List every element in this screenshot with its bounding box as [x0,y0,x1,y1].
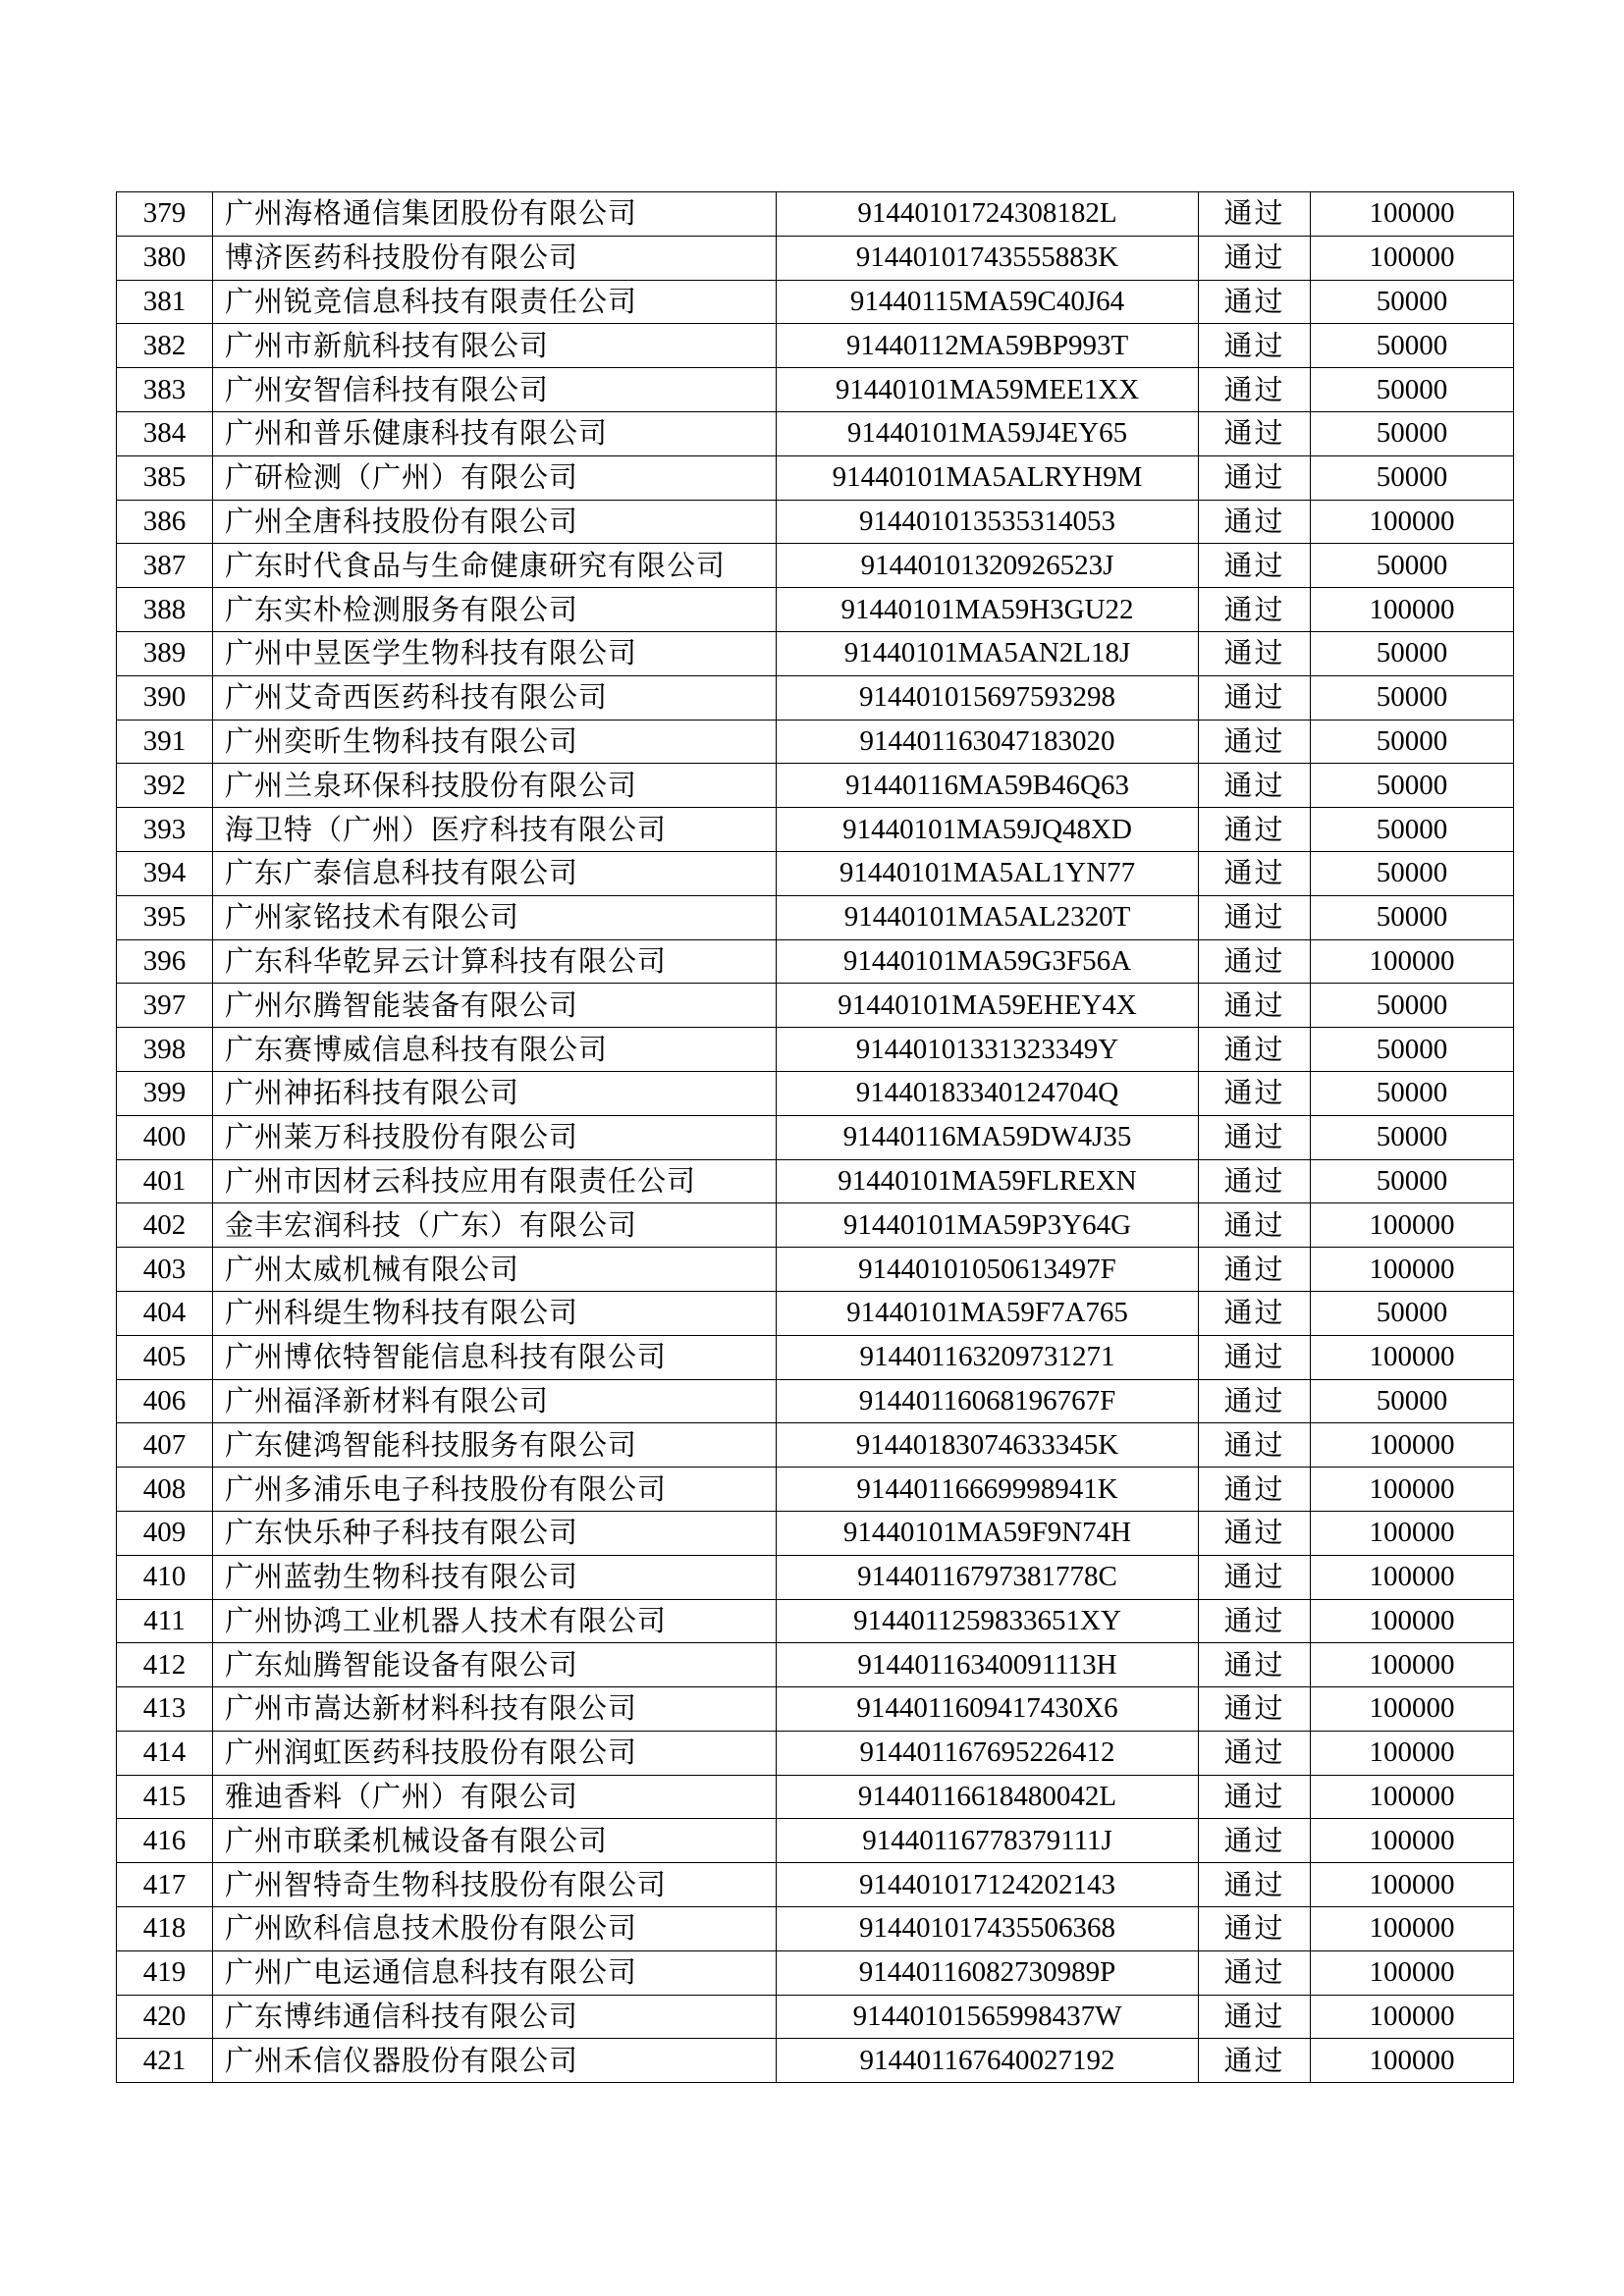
company-name: 广州蓝勃生物科技有限公司 [213,1555,777,1599]
table-row [117,588,1514,632]
funding-amount: 50000 [1311,895,1514,939]
table-row [117,1863,1514,1907]
funding-amount: 100000 [1311,1468,1514,1512]
table-row [117,895,1514,939]
review-result: 通过 [1199,1291,1311,1335]
funding-amount: 100000 [1311,1731,1514,1775]
credit-code: 91440101565998437W [777,1995,1199,2039]
credit-code: 91440101320926523J [777,544,1199,588]
row-number: 416 [117,1819,213,1863]
review-result: 通过 [1199,764,1311,808]
row-number: 420 [117,1995,213,2039]
credit-code: 914401017435506368 [777,1907,1199,1951]
table-row [117,1203,1514,1248]
credit-code: 91440101MA5ALRYH9M [777,455,1199,500]
table-row [117,1819,1514,1863]
review-result: 通过 [1199,1511,1311,1555]
credit-code: 91440116082730989P [777,1950,1199,1995]
funding-amount: 100000 [1311,1599,1514,1643]
row-number: 380 [117,236,213,280]
review-result: 通过 [1199,236,1311,280]
credit-code: 91440116MA59B46Q63 [777,764,1199,808]
review-result: 通过 [1199,1028,1311,1072]
table-row [117,1599,1514,1643]
review-result: 通过 [1199,1379,1311,1423]
funding-amount: 100000 [1311,1819,1514,1863]
credit-code: 914401163209731271 [777,1335,1199,1379]
table-row [117,1511,1514,1555]
review-result: 通过 [1199,1863,1311,1907]
credit-code: 9144011259833651XY [777,1599,1199,1643]
credit-code: 914401017124202143 [777,1863,1199,1907]
company-name: 广东时代食品与生命健康研究有限公司 [213,544,777,588]
review-result: 通过 [1199,1687,1311,1732]
row-number: 398 [117,1028,213,1072]
company-name: 博济医药科技股份有限公司 [213,236,777,280]
row-number: 409 [117,1511,213,1555]
review-result: 通过 [1199,1248,1311,1292]
credit-code: 91440116797381778C [777,1555,1199,1599]
company-name: 广州欧科信息技术股份有限公司 [213,1907,777,1951]
table-row [117,411,1514,455]
credit-code: 91440116MA59DW4J35 [777,1115,1199,1159]
review-result: 通过 [1199,1468,1311,1512]
review-result: 通过 [1199,1643,1311,1687]
funding-amount: 50000 [1311,455,1514,500]
table-row [117,1995,1514,2039]
review-result: 通过 [1199,895,1311,939]
credit-code: 91440101743555883K [777,236,1199,280]
row-number: 418 [117,1907,213,1951]
funding-amount: 50000 [1311,675,1514,720]
company-name: 广州艾奇西医药科技有限公司 [213,675,777,720]
company-name: 广东科华乾昇云计算科技有限公司 [213,939,777,984]
company-name: 广州福泽新材料有限公司 [213,1379,777,1423]
table-row [117,675,1514,720]
credit-code: 91440101MA59EHEY4X [777,984,1199,1028]
row-number: 399 [117,1071,213,1115]
funding-table [116,191,1514,2083]
table-row [117,1468,1514,1512]
credit-code: 914401013535314053 [777,500,1199,544]
credit-code: 91440116669998941K [777,1468,1199,1512]
row-number: 405 [117,1335,213,1379]
table-row [117,851,1514,895]
credit-code: 91440101MA59P3Y64G [777,1203,1199,1248]
row-number: 381 [117,280,213,324]
review-result: 通过 [1199,1423,1311,1468]
company-name: 广州博依特智能信息科技有限公司 [213,1335,777,1379]
funding-amount: 100000 [1311,1423,1514,1468]
credit-code: 91440101MA59FLREXN [777,1159,1199,1203]
credit-code: 91440115MA59C40J64 [777,280,1199,324]
table-row [117,1950,1514,1995]
table-row [117,1291,1514,1335]
credit-code: 91440101MA59F7A765 [777,1291,1199,1335]
review-result: 通过 [1199,984,1311,1028]
row-number: 393 [117,808,213,852]
review-result: 通过 [1199,631,1311,675]
row-number: 410 [117,1555,213,1599]
review-result: 通过 [1199,1995,1311,2039]
table-row [117,984,1514,1028]
company-name: 广州和普乐健康科技有限公司 [213,411,777,455]
funding-amount: 100000 [1311,236,1514,280]
funding-amount: 100000 [1311,1203,1514,1248]
review-result: 通过 [1199,1335,1311,1379]
company-name: 广州中昱医学生物科技有限公司 [213,631,777,675]
row-number: 383 [117,368,213,412]
credit-code: 91440116068196767F [777,1379,1199,1423]
table-row [117,1071,1514,1115]
funding-amount: 100000 [1311,1248,1514,1292]
review-result: 通过 [1199,368,1311,412]
funding-amount: 100000 [1311,192,1514,237]
review-result: 通过 [1199,1731,1311,1775]
funding-amount: 100000 [1311,1555,1514,1599]
company-name: 广州润虹医药科技股份有限公司 [213,1731,777,1775]
funding-amount: 50000 [1311,1071,1514,1115]
table-row [117,720,1514,764]
company-name: 广州神拓科技有限公司 [213,1071,777,1115]
row-number: 411 [117,1599,213,1643]
table-row [117,1379,1514,1423]
table-row [117,1028,1514,1072]
company-name: 广东实朴检测服务有限公司 [213,588,777,632]
review-result: 通过 [1199,1115,1311,1159]
funding-amount: 100000 [1311,1995,1514,2039]
review-result: 通过 [1199,675,1311,720]
company-name: 广州锐竞信息科技有限责任公司 [213,280,777,324]
funding-amount: 100000 [1311,1687,1514,1732]
table-row [117,631,1514,675]
row-number: 390 [117,675,213,720]
row-number: 394 [117,851,213,895]
company-name: 广州协鸿工业机器人技术有限公司 [213,1599,777,1643]
row-number: 384 [117,411,213,455]
review-result: 通过 [1199,1555,1311,1599]
credit-code: 91440101MA5AL1YN77 [777,851,1199,895]
company-name: 金丰宏润科技（广东）有限公司 [213,1203,777,1248]
review-result: 通过 [1199,411,1311,455]
funding-amount: 50000 [1311,631,1514,675]
credit-code: 91440101MA5AN2L18J [777,631,1199,675]
credit-code: 91440183340124704Q [777,1071,1199,1115]
funding-amount: 50000 [1311,280,1514,324]
company-name: 雅迪香料（广州）有限公司 [213,1775,777,1819]
review-result: 通过 [1199,1950,1311,1995]
row-number: 412 [117,1643,213,1687]
row-number: 402 [117,1203,213,1248]
table-row [117,1335,1514,1379]
company-name: 广州家铭技术有限公司 [213,895,777,939]
table-row [117,1248,1514,1292]
company-name: 广州广电运通信息科技有限公司 [213,1950,777,1995]
funding-amount: 100000 [1311,588,1514,632]
row-number: 421 [117,2039,213,2083]
table-row [117,1775,1514,1819]
table-row [117,1907,1514,1951]
funding-amount: 50000 [1311,984,1514,1028]
review-result: 通过 [1199,2039,1311,2083]
funding-amount: 50000 [1311,324,1514,368]
row-number: 419 [117,1950,213,1995]
credit-code: 9144011609417430X6 [777,1687,1199,1732]
credit-code: 91440101MA59J4EY65 [777,411,1199,455]
row-number: 382 [117,324,213,368]
company-name: 广州市嵩达新材料科技有限公司 [213,1687,777,1732]
review-result: 通过 [1199,720,1311,764]
funding-amount: 50000 [1311,1379,1514,1423]
funding-amount: 50000 [1311,411,1514,455]
funding-amount: 100000 [1311,500,1514,544]
review-result: 通过 [1199,544,1311,588]
credit-code: 914401163047183020 [777,720,1199,764]
credit-code: 91440101MA5AL2320T [777,895,1199,939]
company-name: 广州莱万科技股份有限公司 [213,1115,777,1159]
table-row [117,2039,1514,2083]
company-name: 广州尔腾智能装备有限公司 [213,984,777,1028]
table-row [117,939,1514,984]
row-number: 379 [117,192,213,237]
company-name: 海卫特（广州）医疗科技有限公司 [213,808,777,852]
row-number: 403 [117,1248,213,1292]
table-row [117,324,1514,368]
table-row [117,1731,1514,1775]
table-row [117,368,1514,412]
funding-amount: 100000 [1311,1907,1514,1951]
review-result: 通过 [1199,1819,1311,1863]
funding-amount: 100000 [1311,1511,1514,1555]
table-row [117,1159,1514,1203]
company-name: 广州科缇生物科技有限公司 [213,1291,777,1335]
company-name: 广州兰泉环保科技股份有限公司 [213,764,777,808]
row-number: 415 [117,1775,213,1819]
review-result: 通过 [1199,324,1311,368]
table-row [117,1115,1514,1159]
funding-amount: 50000 [1311,368,1514,412]
table-row [117,764,1514,808]
table-row [117,1643,1514,1687]
table-row [117,1555,1514,1599]
review-result: 通过 [1199,588,1311,632]
row-number: 389 [117,631,213,675]
review-result: 通过 [1199,280,1311,324]
funding-amount: 50000 [1311,764,1514,808]
credit-code: 91440101724308182L [777,192,1199,237]
credit-code: 91440101MA59H3GU22 [777,588,1199,632]
credit-code: 91440183074633345K [777,1423,1199,1468]
company-name: 广州市新航科技有限公司 [213,324,777,368]
company-name: 广州太威机械有限公司 [213,1248,777,1292]
review-result: 通过 [1199,851,1311,895]
table-row [117,280,1514,324]
row-number: 406 [117,1379,213,1423]
credit-code: 91440101MA59JQ48XD [777,808,1199,852]
table-row [117,544,1514,588]
review-result: 通过 [1199,1599,1311,1643]
funding-amount: 50000 [1311,1028,1514,1072]
table-row [117,236,1514,280]
credit-code: 91440112MA59BP993T [777,324,1199,368]
review-result: 通过 [1199,1071,1311,1115]
credit-code: 91440101331323349Y [777,1028,1199,1072]
funding-amount: 100000 [1311,1335,1514,1379]
credit-code: 914401015697593298 [777,675,1199,720]
funding-amount: 100000 [1311,939,1514,984]
company-name: 广研检测（广州）有限公司 [213,455,777,500]
table-row [117,1423,1514,1468]
review-result: 通过 [1199,192,1311,237]
row-number: 395 [117,895,213,939]
funding-amount: 100000 [1311,1775,1514,1819]
row-number: 397 [117,984,213,1028]
row-number: 391 [117,720,213,764]
company-name: 广州智特奇生物科技股份有限公司 [213,1863,777,1907]
table-row [117,500,1514,544]
company-name: 广东灿腾智能设备有限公司 [213,1643,777,1687]
credit-code: 914401167640027192 [777,2039,1199,2083]
table-row [117,808,1514,852]
review-result: 通过 [1199,1907,1311,1951]
credit-code: 91440101MA59F9N74H [777,1511,1199,1555]
company-name: 广州市联柔机械设备有限公司 [213,1819,777,1863]
funding-amount: 100000 [1311,2039,1514,2083]
company-name: 广州多浦乐电子科技股份有限公司 [213,1468,777,1512]
review-result: 通过 [1199,808,1311,852]
funding-amount: 50000 [1311,808,1514,852]
credit-code: 91440116340091113H [777,1643,1199,1687]
funding-amount: 100000 [1311,1863,1514,1907]
funding-amount: 50000 [1311,1159,1514,1203]
row-number: 396 [117,939,213,984]
review-result: 通过 [1199,1159,1311,1203]
row-number: 408 [117,1468,213,1512]
table-row [117,455,1514,500]
credit-code: 91440101MA59MEE1XX [777,368,1199,412]
credit-code: 91440116778379111J [777,1819,1199,1863]
row-number: 392 [117,764,213,808]
credit-code: 91440116618480042L [777,1775,1199,1819]
company-name: 广州海格通信集团股份有限公司 [213,192,777,237]
funding-amount: 50000 [1311,1115,1514,1159]
table-body [117,192,1514,2083]
company-name: 广东赛博威信息科技有限公司 [213,1028,777,1072]
funding-amount: 50000 [1311,544,1514,588]
review-result: 通过 [1199,500,1311,544]
company-name: 广东快乐种子科技有限公司 [213,1511,777,1555]
funding-amount: 50000 [1311,720,1514,764]
row-number: 400 [117,1115,213,1159]
review-result: 通过 [1199,1775,1311,1819]
row-number: 388 [117,588,213,632]
funding-amount: 50000 [1311,1291,1514,1335]
row-number: 386 [117,500,213,544]
company-name: 广东广泰信息科技有限公司 [213,851,777,895]
credit-code: 914401167695226412 [777,1731,1199,1775]
row-number: 387 [117,544,213,588]
table-row [117,192,1514,237]
funding-amount: 100000 [1311,1643,1514,1687]
review-result: 通过 [1199,939,1311,984]
review-result: 通过 [1199,1203,1311,1248]
row-number: 401 [117,1159,213,1203]
company-name: 广东博纬通信科技有限公司 [213,1995,777,2039]
company-name: 广州禾信仪器股份有限公司 [213,2039,777,2083]
row-number: 404 [117,1291,213,1335]
review-result: 通过 [1199,455,1311,500]
credit-code: 91440101050613497F [777,1248,1199,1292]
row-number: 385 [117,455,213,500]
company-name: 广州安智信科技有限公司 [213,368,777,412]
row-number: 413 [117,1687,213,1732]
row-number: 407 [117,1423,213,1468]
company-name: 广州奕昕生物科技有限公司 [213,720,777,764]
funding-amount: 50000 [1311,851,1514,895]
table-row [117,1687,1514,1732]
company-name: 广州市因材云科技应用有限责任公司 [213,1159,777,1203]
row-number: 417 [117,1863,213,1907]
company-name: 广州全唐科技股份有限公司 [213,500,777,544]
company-name: 广东健鸿智能科技服务有限公司 [213,1423,777,1468]
row-number: 414 [117,1731,213,1775]
credit-code: 91440101MA59G3F56A [777,939,1199,984]
funding-amount: 100000 [1311,1950,1514,1995]
